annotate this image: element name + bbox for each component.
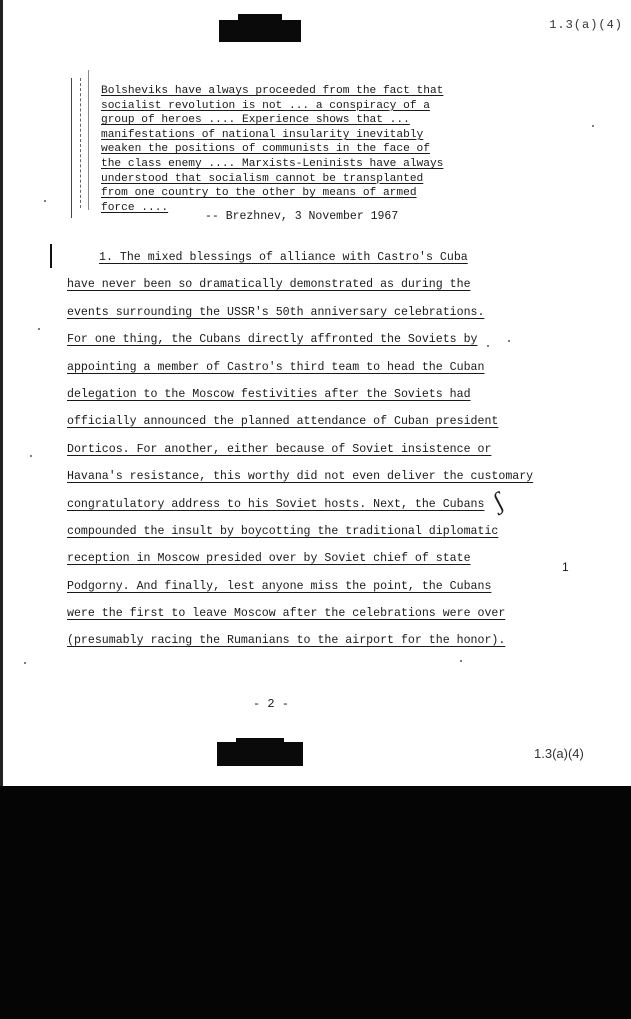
handwritten-mark: ʃ xyxy=(490,490,508,515)
scan-speck xyxy=(460,660,462,662)
scan-speck xyxy=(592,125,594,127)
scan-speck xyxy=(38,328,40,330)
scan-speck xyxy=(24,662,26,664)
body-line: delegation to the Moscow festivities after the Soviets had xyxy=(67,387,471,401)
body-line: congratulatory address to his Soviet hosts. Next, the Cubans xyxy=(67,497,485,511)
body-line: (presumably racing the Rumanians to the airport for the honor). xyxy=(67,634,506,648)
body-line: Havana's resistance, this worthy did not even deliver the customary xyxy=(67,470,534,484)
margin-bracket-dashed xyxy=(80,78,81,208)
margin-tick xyxy=(50,244,52,268)
epigraph-line: socialist revolution is not ... a conspiracy of a xyxy=(101,99,430,112)
page-number: - 2 - xyxy=(253,697,290,711)
epigraph-line: force .... xyxy=(101,201,169,214)
scan-edge xyxy=(0,0,3,790)
body-line: have never been so dramatically demonstrated as during the xyxy=(67,278,471,292)
body-line: events surrounding the USSR's 50th anniversary celebrations. xyxy=(67,305,485,319)
classification-stamp-bottom: 1.3(a)(4) xyxy=(534,746,584,761)
scan-speck xyxy=(487,345,489,347)
scan-speck xyxy=(508,340,510,342)
epigraph-line: the class enemy .... Marxists-Leninists have always xyxy=(101,157,444,170)
epigraph-line: Bolsheviks have always proceeded from the fact that xyxy=(101,85,444,97)
margin-bracket xyxy=(71,78,72,218)
epigraph-attribution: -- Brezhnev, 3 November 1967 xyxy=(205,210,399,223)
classification-stamp-top: 1.3(a)(4) xyxy=(549,18,623,32)
redacted-section xyxy=(0,786,631,1019)
scan-speck xyxy=(30,455,32,457)
body-line: For one thing, the Cubans directly affronted the Soviets by xyxy=(67,333,478,347)
epigraph-line: weaken the positions of communists in the face of xyxy=(101,143,430,156)
redaction-bottom xyxy=(217,742,303,766)
epigraph-line: group of heroes .... Experience shows that ... xyxy=(101,114,410,127)
body-line: 1. The mixed blessings of alliance with Castro's Cuba xyxy=(99,251,468,264)
body-paragraph xyxy=(67,251,534,662)
body-line: Dorticos. For another, either because of Soviet insistence or xyxy=(67,442,492,456)
epigraph-line: from one country to the other by means of armed xyxy=(101,187,417,200)
epigraph-line: manifestations of national insularity inevitably xyxy=(101,128,424,141)
epigraph xyxy=(101,84,461,215)
margin-bracket-inner xyxy=(88,70,89,210)
body-line: reception in Moscow presided over by Soviet chief of state xyxy=(67,552,471,566)
body-line: were the first to leave Moscow after the celebrations were over xyxy=(67,607,506,621)
redaction-top xyxy=(219,20,301,42)
body-line: officially announced the planned attendance of Cuban president xyxy=(67,415,499,429)
scan-speck xyxy=(44,200,46,202)
margin-number: 1 xyxy=(562,560,569,574)
epigraph-line: understood that socialism cannot be transplanted xyxy=(101,172,424,185)
body-line: compounded the insult by boycotting the traditional diplomatic xyxy=(67,524,499,538)
body-line: appointing a member of Castro's third team to head the Cuban xyxy=(67,360,485,374)
body-line: Podgorny. And finally, lest anyone miss the point, the Cubans xyxy=(67,579,492,593)
